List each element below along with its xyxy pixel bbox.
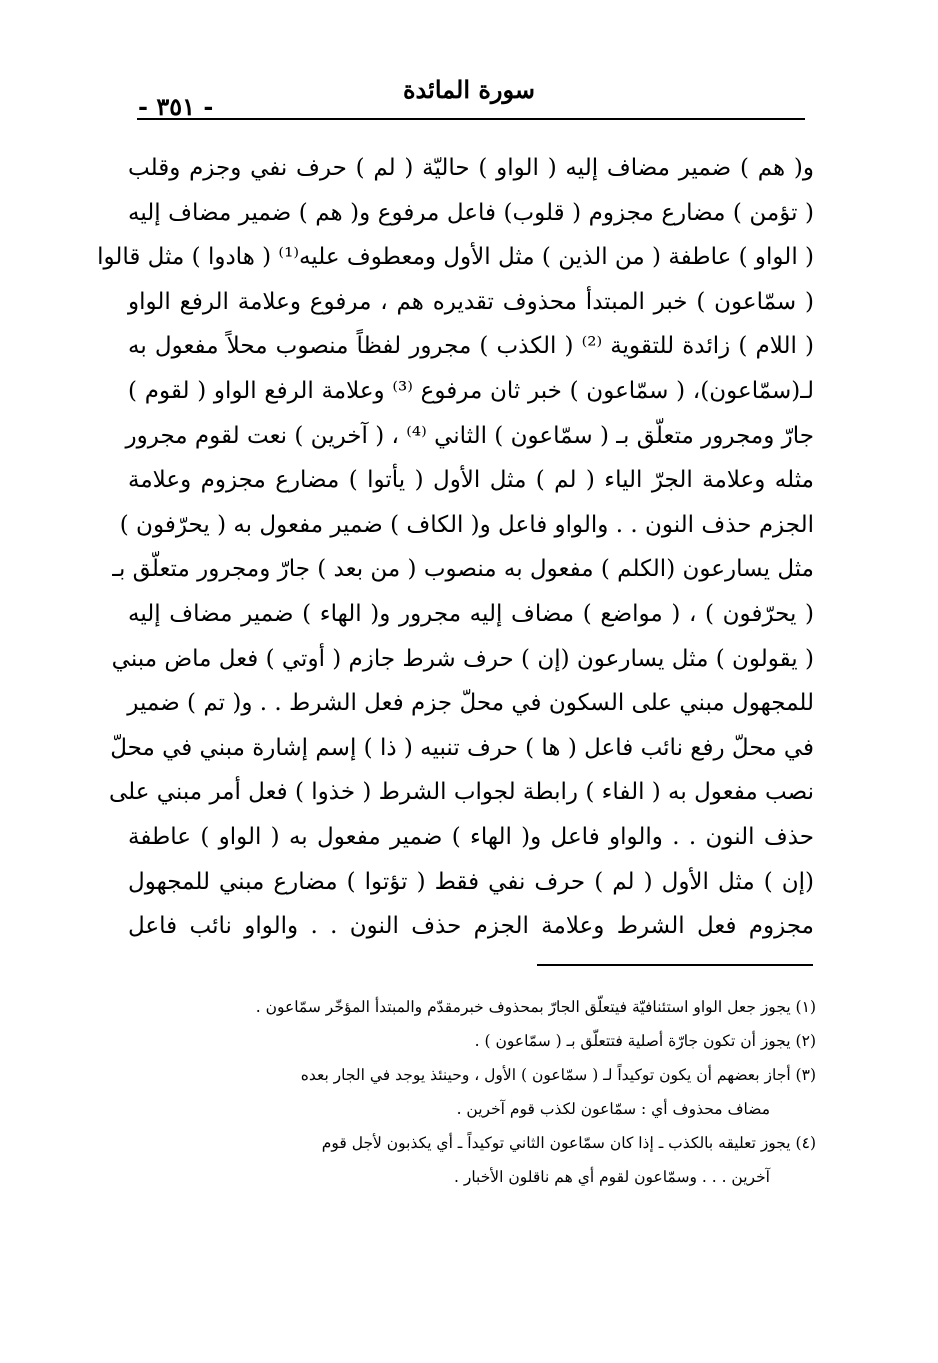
body-line: ( يحرّفون ) ، ( مواضع ) مضاف إليه مجرور و( الهاء ) ضمير مضاف إليه: [128, 600, 814, 627]
body-line: مثل يسارعون (الكلم ) مفعول به منصوب ( من بعد ) جارّ ومجرور متعلّق بـ: [112, 556, 814, 583]
body-line: ( اللام ) زائدة للتقوية ⁽²⁾ ( الكذب ) مجرور لفظاً منصوب محلاً مفعول به: [128, 333, 814, 360]
body-line: و( هم ) ضمير مضاف إليه ( الواو ) حاليّة ( لم ) حرف نفي وجزم وقلب: [128, 155, 814, 181]
body-line: نصب مفعول به ( الفاء ) رابطة لجواب الشرط ( خذوا ) فعل أمر مبني على: [108, 779, 814, 806]
footnote-1: (١) يجوز جعل الواو استئنافيّة فيتعلّق الجارّ بمحذوف خبرمقدّم والمبتدأ المؤخّر سمّاعون .: [255, 998, 816, 1016]
footnote-separator: [537, 964, 813, 966]
body-line: مثله وعلامة الجرّ الياء ( لم ) مثل الأول ( يأتوا ) مضارع مجزوم وعلامة: [128, 467, 814, 494]
body-line: ( سمّاعون ) خبر المبتدأ محذوف تقديره هم ، مرفوع وعلامة الرفع الواو: [128, 288, 814, 315]
body-text: [97, 146, 814, 949]
body-line: ( الواو ) عاطفة ( من الذين ) مثل الأول ومعطوف عليه⁽¹⁾ ( هادوا ) مثل قالوا: [97, 244, 814, 271]
body-line: جارّ ومجرور متعلّق بـ ( سمّاعون ) الثاني ⁽⁴⁾ ، ( آخرين ) نعت لقوم مجرور: [125, 422, 814, 449]
header-rule: [137, 118, 805, 120]
surah-title: سورة المائدة: [402, 75, 536, 104]
footnote-4-continuation: آخرين . . . وسمّاعون لقوم أي هم ناقلون الأخبار .: [453, 1168, 770, 1186]
body-line: ( يقولون ) مثل يسارعون (إن ) حرف شرط جازم ( أوتي ) فعل ماض مبني: [111, 645, 814, 672]
body-line: الجزم حذف النون . . والواو فاعل و( الكاف ) ضمير مفعول به ( يحرّفون ): [119, 511, 814, 538]
footnote-3: (٣) أجاز بعضهم أن يكون توكيداً لـ ( سمّاعون ) الأول ، وحينئذ يوجد في الجار بعده: [300, 1066, 816, 1084]
footnotes: [138, 990, 816, 1194]
body-line: حذف النون . . والواو فاعل و( الهاء ) ضمير مفعول به ( الواو ) عاطفة: [128, 823, 814, 850]
body-line: في محلّ رفع نائب فاعل ( ها ) حرف تنبيه ( ذا ) إسم إشارة مبني في محلّ: [110, 734, 814, 761]
page-number: - ٣٥١ -: [138, 92, 214, 121]
footnote-4: (٤) يجوز تعليقه بالكذب ـ إذا كان سمّاعون الثاني توكيداً ـ أي يكذبون لأجل قوم: [321, 1134, 816, 1152]
body-line: ( تؤمن ) مضارع مجزوم ( قلوب) فاعل مرفوع و( هم ) ضمير مضاف إليه: [128, 199, 814, 226]
body-line: مجزوم فعل الشرط وعلامة الجزم حذف النون . . والواو نائب فاعل: [128, 913, 814, 940]
body-line: للمجهول مبني على السكون في محلّ جزم فعل الشرط . . و( تم ) ضمير: [127, 690, 814, 717]
body-line: لـ(سمّاعون)، ( سمّاعون ) خبر ثان مرفوع ⁽³⁾ وعلامة الرفع الواو ( لقوم ): [128, 377, 814, 404]
body-line: (إن ) مثل الأول ( لم ) حرف نفي فقط ( تؤتوا ) مضارع مبني للمجهول: [128, 868, 814, 895]
footnote-3-continuation: مضاف محذوف أي : سمّاعون لكذب قوم آخرين .: [456, 1100, 770, 1118]
footnote-2: (٢) يجوز أن تكون جارّة أصلية فتتعلّق بـ ( سمّاعون ) .: [474, 1032, 816, 1050]
